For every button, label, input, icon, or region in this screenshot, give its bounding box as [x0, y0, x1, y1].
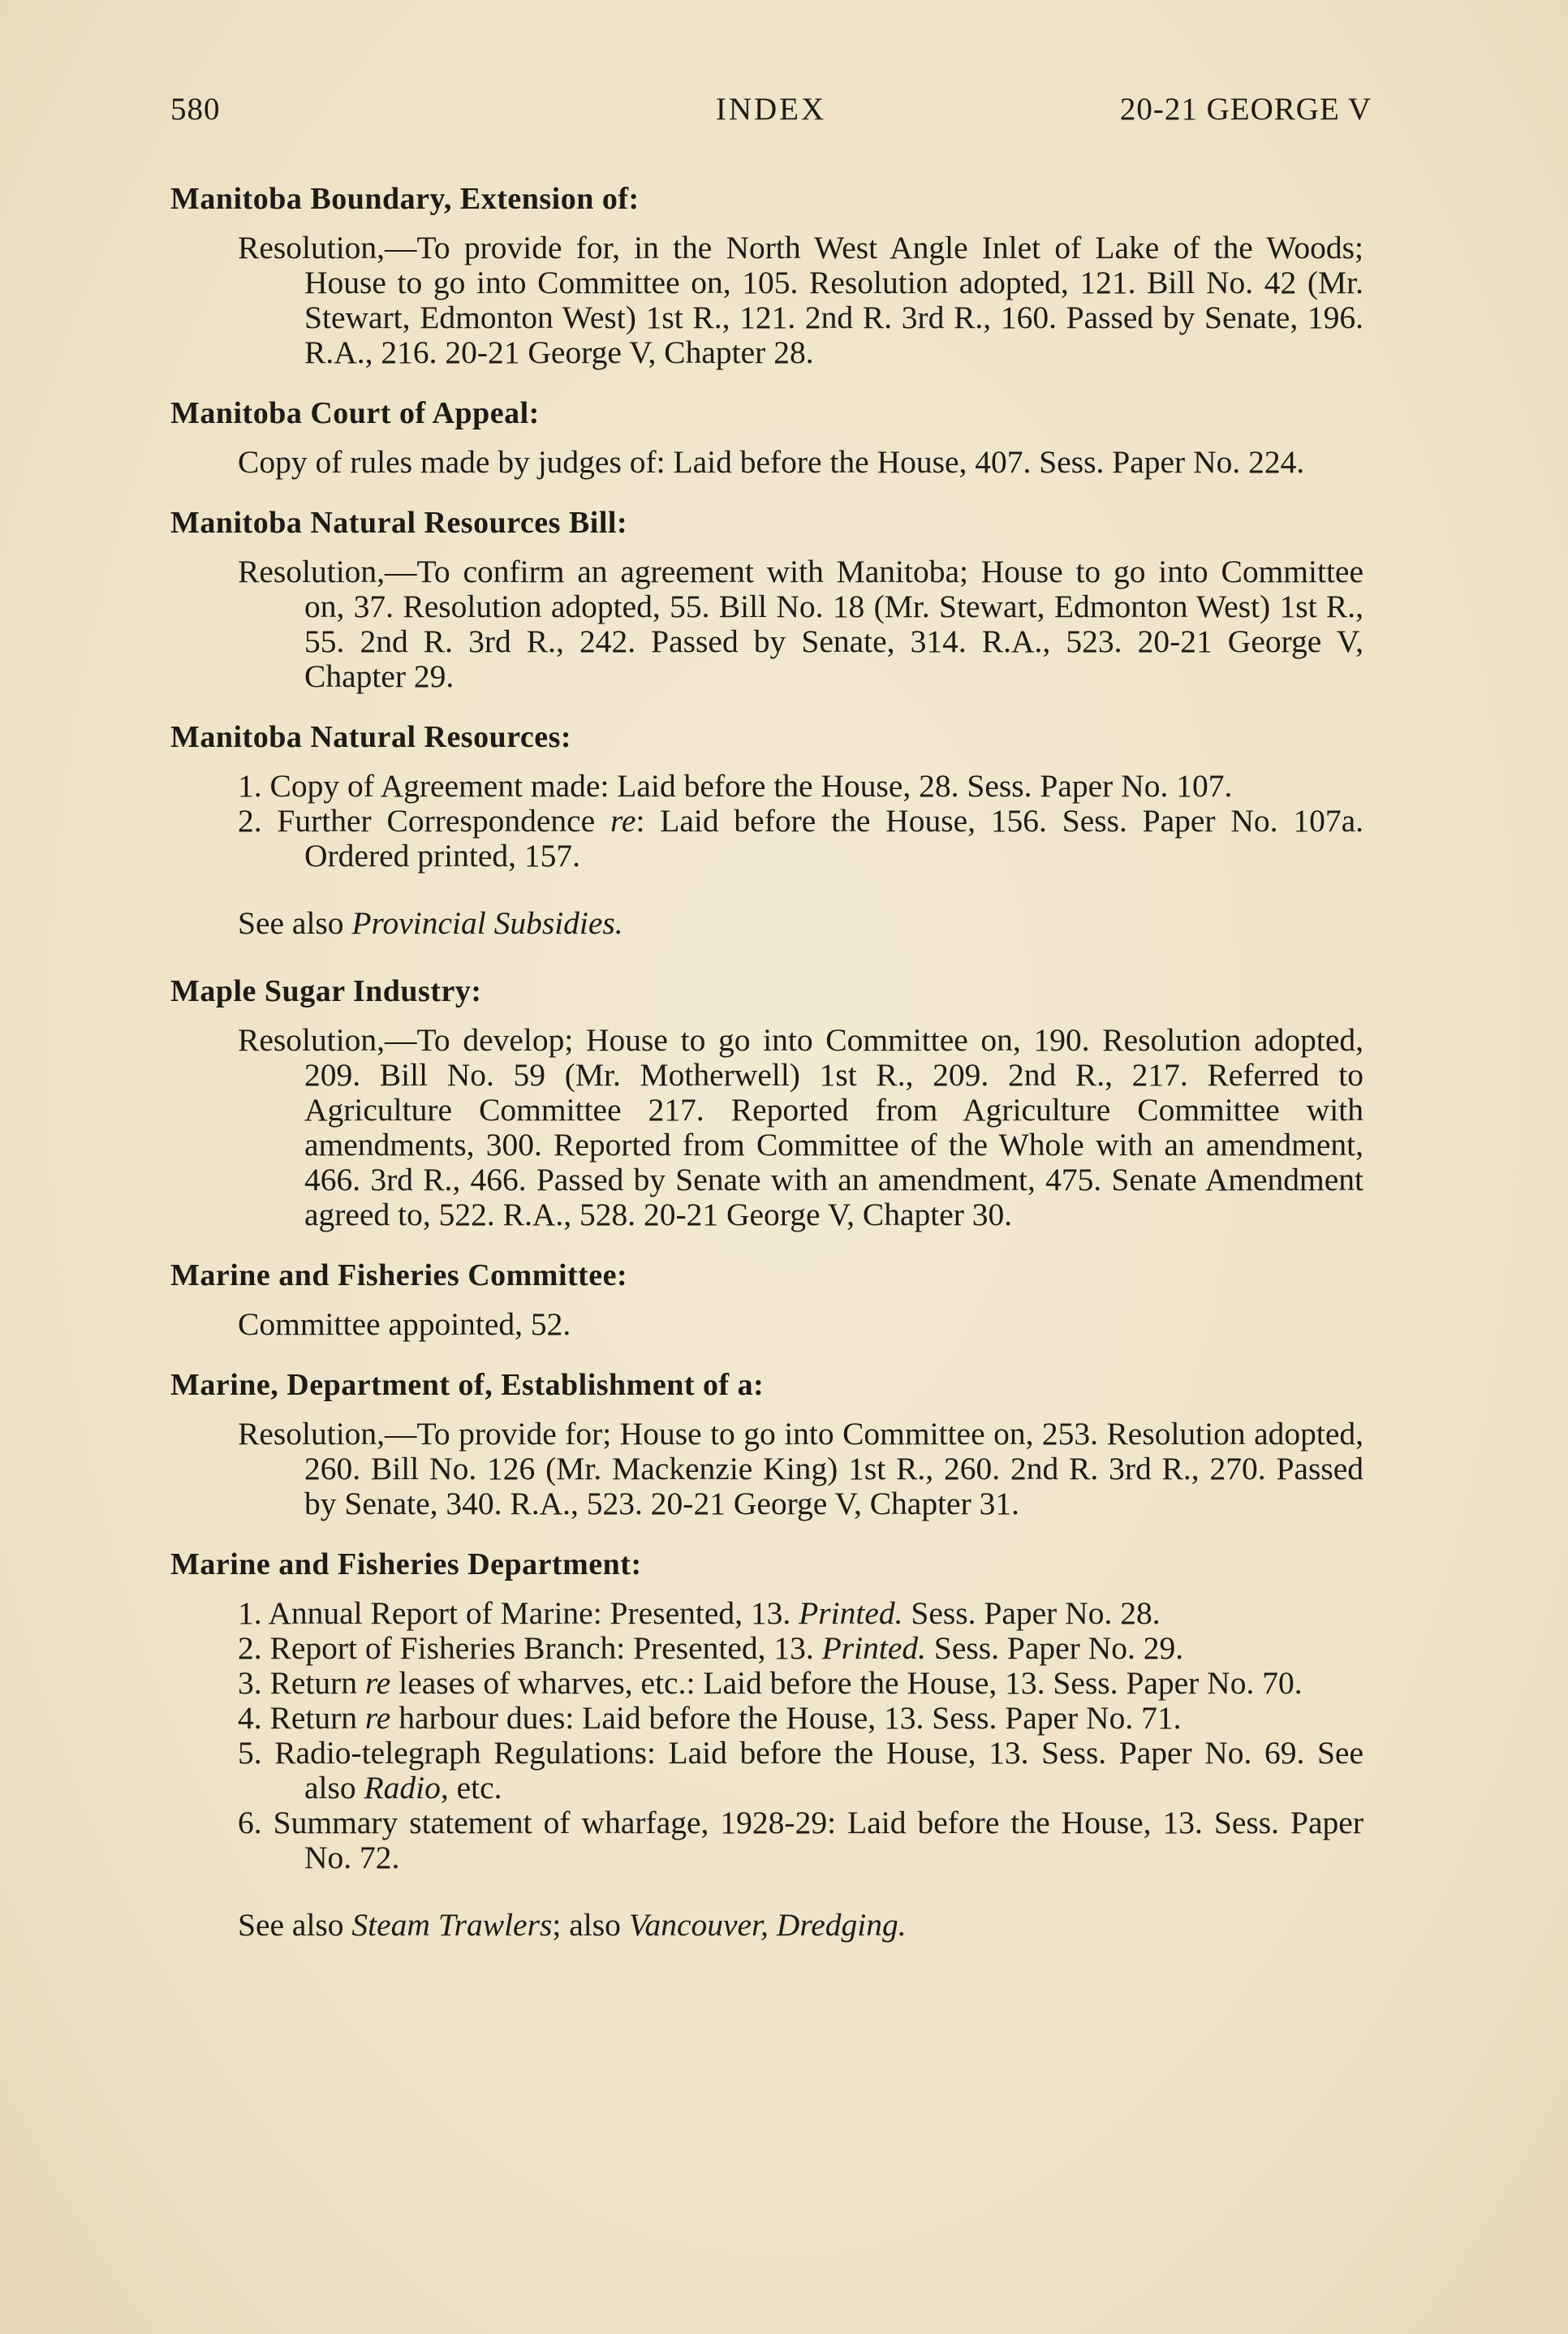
item-text: etc.: [448, 1770, 502, 1806]
item-text: leases of wharves, etc.: Laid before the House, 13. Sess. Paper No. 70.: [390, 1665, 1303, 1701]
index-entry: [170, 973, 1363, 1232]
entry-item: [170, 1736, 1363, 1806]
item-text: 2. Report of Fisheries Branch: Presented, 13.: [238, 1630, 822, 1666]
entry-paragraph: Resolution,—To confirm an agreement with Manitoba; House to go into Committee on, 37. Resolution adopted, 55. Bill No. 18 (Mr. Stewart, Edmonton West) 1st R., 55. 2nd R. 3rd R., 242. Passed by Senate, 314. R.A., 523. 20-21 George V, Chapter 29.: [238, 554, 1363, 694]
item-text: 1. Copy of Agreement made: Laid before the House, 28. Sess. Paper No. 107.: [238, 768, 1233, 804]
see-also-label: See also: [238, 1906, 352, 1943]
item-text: 5. Radio-telegraph Regulations: Laid before the House, 13. Sess. Paper No. 69. See also: [238, 1735, 1363, 1806]
index-entry: [170, 1366, 1363, 1521]
see-also: [170, 1908, 1363, 1943]
entry-item: [170, 804, 1363, 874]
item-italic: Printed.: [821, 1630, 926, 1666]
index-entry: [170, 1546, 1363, 1943]
entry-heading: Marine and Fisheries Department:: [170, 1547, 642, 1581]
running-head: [170, 91, 1372, 132]
entry-heading: Manitoba Court of Appeal:: [170, 396, 540, 430]
entry-heading: Manitoba Natural Resources Bill:: [170, 506, 628, 540]
page-title: INDEX: [715, 92, 827, 127]
see-also-ref: Provincial Subsidies.: [351, 904, 623, 941]
index-entry: [170, 180, 1363, 370]
entry-paragraph: Committee appointed, 52.: [238, 1306, 571, 1342]
index-entry: [170, 395, 1363, 480]
entry-heading: Marine, Department of, Establishment of a:: [170, 1368, 765, 1402]
index-entry: [170, 504, 1363, 694]
regnal-year: 20-21 GEORGE V: [1119, 92, 1372, 127]
item-text: 4. Return: [238, 1700, 365, 1736]
see-also: [170, 906, 1363, 941]
item-italic: Printed.: [799, 1595, 903, 1631]
entry-paragraph: Resolution,—To develop; House to go into Committee on, 190. Resolution adopted, 209. Bill No. 59 (Mr. Motherwell) 1st R., 209. 2nd R., 217. Referred to Agriculture Committee 217. Reported from Agriculture Committee with amendments, 300. Reported from Committee of the Whole with an amendment, 466. 3rd R., 466. Passed by Senate with an amendment, 475. Senate Amendment agreed to, 522. R.A., 528. 20-21 George V, Chapter 30.: [238, 1022, 1363, 1232]
item-italic: re: [364, 1665, 391, 1701]
entry-item: [170, 769, 1363, 804]
page-number: 580: [170, 92, 221, 127]
item-text: Sess. Paper No. 28.: [902, 1595, 1161, 1631]
entry-item: [170, 1701, 1363, 1736]
item-text: 6. Summary statement of wharfage, 1928-29: Laid before the House, 13. Sess. Paper No. 72.: [238, 1805, 1363, 1875]
item-text: 3. Return: [238, 1665, 365, 1701]
entry-paragraph: Resolution,—To provide for; House to go into Committee on, 253. Resolution adopted, 260. Bill No. 126 (Mr. Mackenzie King) 1st R., 260. 2nd R. 3rd R., 270. Passed by Senate, 340. R.A., 523. 20-21 George V, Chapter 31.: [238, 1416, 1363, 1521]
index-entries: [170, 180, 1363, 1974]
see-also-ref: Vancouver, Dredging.: [628, 1906, 907, 1943]
item-text: Sess. Paper No. 29.: [926, 1630, 1184, 1666]
item-text: : Laid before the House, 156. Sess. Paper No. 107a. Ordered printed, 157.: [304, 803, 1364, 874]
item-italic: re: [610, 803, 636, 839]
entry-heading: Manitoba Natural Resources:: [170, 720, 572, 754]
see-also-sep: ; also: [552, 1906, 629, 1943]
entry-item: [170, 1631, 1363, 1666]
entry-paragraph: Resolution,—To provide for, in the North West Angle Inlet of Lake of the Woods; House to go into Committee on, 105. Resolution adopted, 121. Bill No. 42 (Mr. Stewart, Edmonton West) 1st R., 121. 2nd R. 3rd R., 160. Passed by Senate, 196. R.A., 216. 20-21 George V, Chapter 28.: [238, 230, 1363, 370]
item-text: 1. Annual Report of Marine: Presented, 13.: [238, 1595, 799, 1631]
entry-item: [170, 1596, 1363, 1631]
index-entry: [170, 718, 1363, 941]
entry-paragraph: Copy of rules made by judges of: Laid before the House, 407. Sess. Paper No. 224.: [238, 444, 1305, 480]
item-text: 2. Further Correspondence: [238, 803, 610, 839]
see-also-ref: Steam Trawlers: [351, 1906, 553, 1943]
entry-item: [170, 1806, 1363, 1875]
entry-heading: Maple Sugar Industry:: [170, 974, 482, 1008]
item-text: harbour dues: Laid before the House, 13. Sess. Paper No. 71.: [390, 1700, 1182, 1736]
entry-heading: Marine and Fisheries Committee:: [170, 1258, 628, 1292]
see-also-label: See also: [238, 904, 352, 941]
item-italic: re: [364, 1700, 391, 1736]
index-entry: [170, 1257, 1363, 1342]
entry-item: [170, 1666, 1363, 1701]
item-italic: Radio,: [364, 1770, 449, 1806]
entry-heading: Manitoba Boundary, Extension of:: [170, 182, 640, 216]
